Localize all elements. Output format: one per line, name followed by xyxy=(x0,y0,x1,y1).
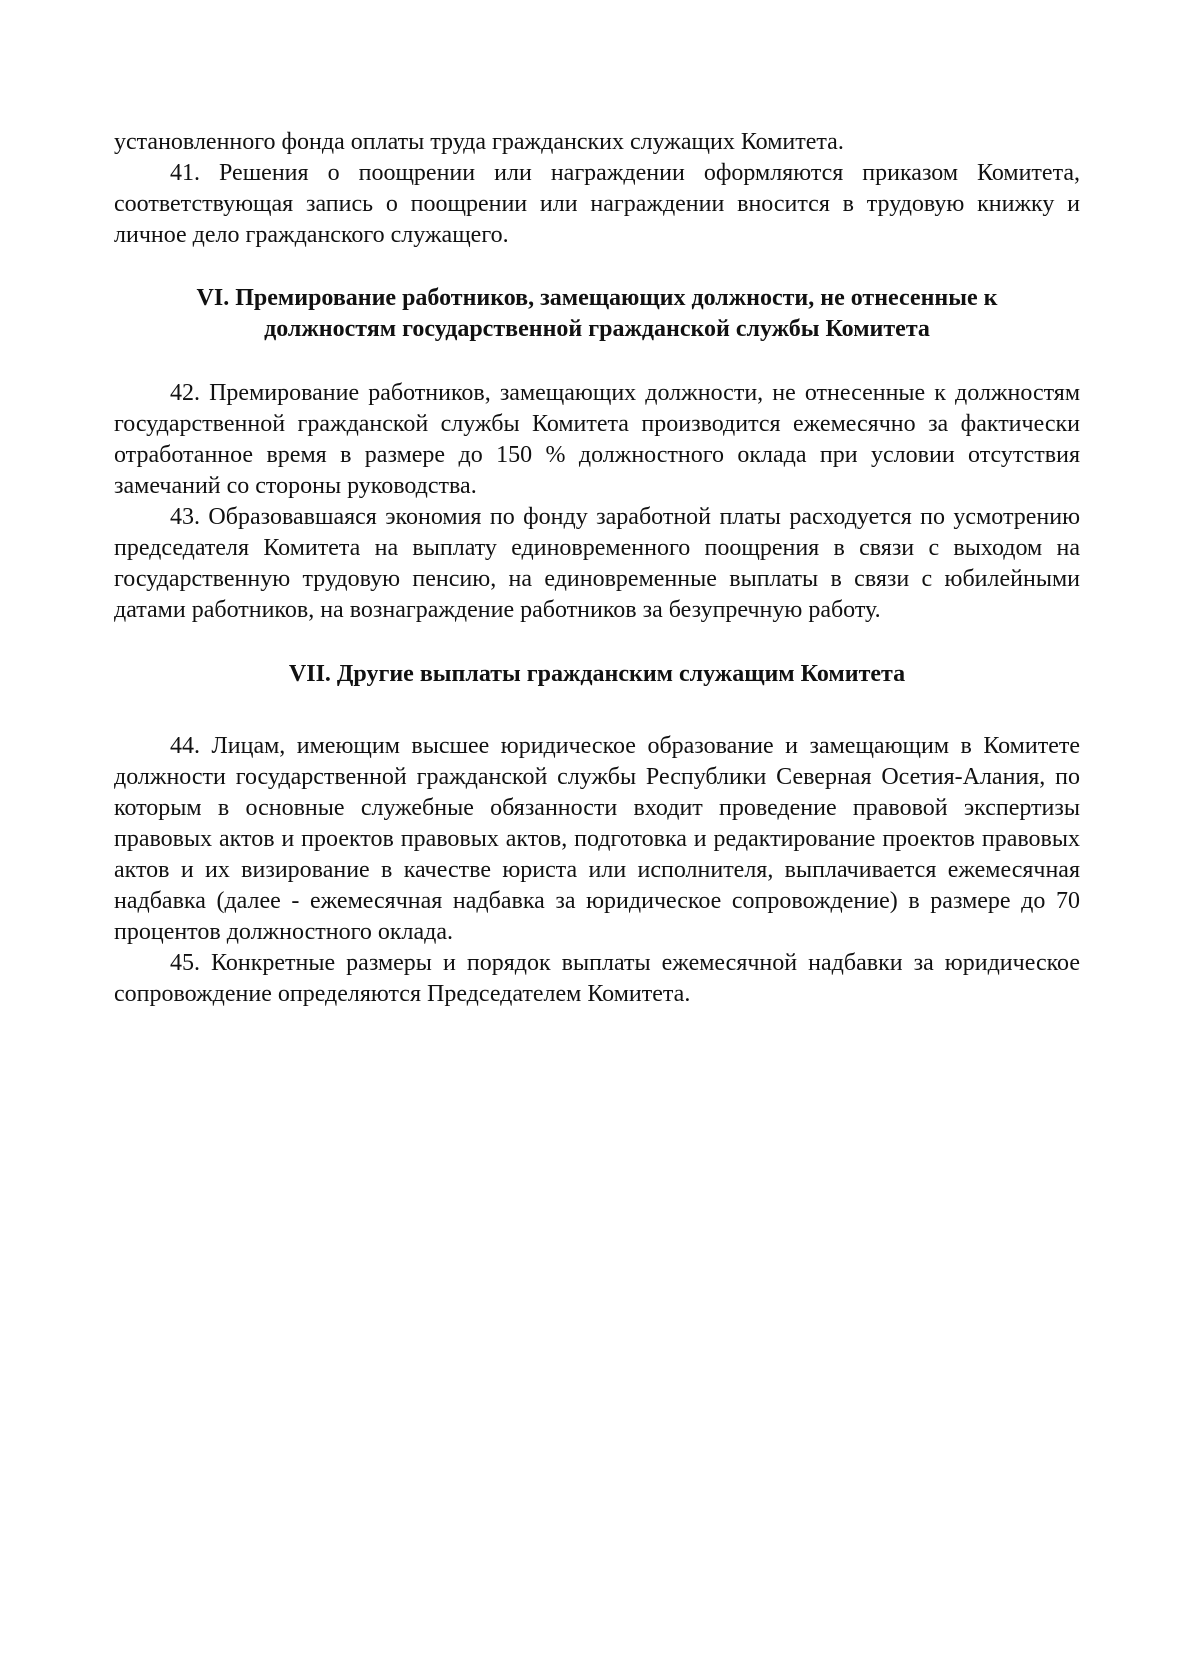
section-6-heading xyxy=(114,283,1080,345)
section-6-heading-line-1: VI. Премирование работников, замещающих должности, не отнесенные к xyxy=(196,285,998,311)
carryover-paragraph: установленного фонда оплаты труда гражданских служащих Комитета. xyxy=(114,129,844,155)
paragraph-45: 45. Конкретные размеры и порядок выплаты ежемесячной надбавки за юридическое сопровождение определяются Председателем Комитета. xyxy=(114,950,1080,1007)
paragraph-41: 41. Решения о поощрении или награждении оформляются приказом Комитета, соответствующая запись о поощрении или награждении вносится в трудовую книжку и личное дело гражданского служащего. xyxy=(114,160,1080,248)
section-6-heading-line-2: должностям государственной гражданской службы Комитета xyxy=(264,316,930,342)
paragraph-42: 42. Премирование работников, замещающих должности, не отнесенные к должностям государственной гражданской службы Комитета производится ежемесячно за фактически отработанное время в размере до 150 % должностного оклада при условии отсутствия замечаний со стороны руководства. xyxy=(114,380,1080,499)
paragraph-43: 43. Образовавшаяся экономия по фонду заработной платы расходуется по усмотрению председателя Комитета на выплату единовременного поощрения в связи с выходом на государственную трудовую пенсию, на единовременные выплаты в связи с юбилейными датами работников, на вознаграждение работников за безупречную работу. xyxy=(114,504,1080,623)
paragraph-44: 44. Лицам, имеющим высшее юридическое образование и замещающим в Комитете должности государственной гражданской службы Республики Северная Осетия-Алания, по которым в основные служебные обязанности входит проведение правовой экспертизы правовых актов и проектов правовых актов, подготовка и редактирование проектов правовых актов и их визирование в качестве юриста или исполнителя, выплачивается ежемесячная надбавка (далее - ежемесячная надбавка за юридическое сопровождение) в размере до 70 процентов должностного оклада. xyxy=(114,733,1080,945)
section-7-heading: VII. Другие выплаты гражданским служащим Комитета xyxy=(288,661,906,687)
document-body xyxy=(114,127,1080,1010)
